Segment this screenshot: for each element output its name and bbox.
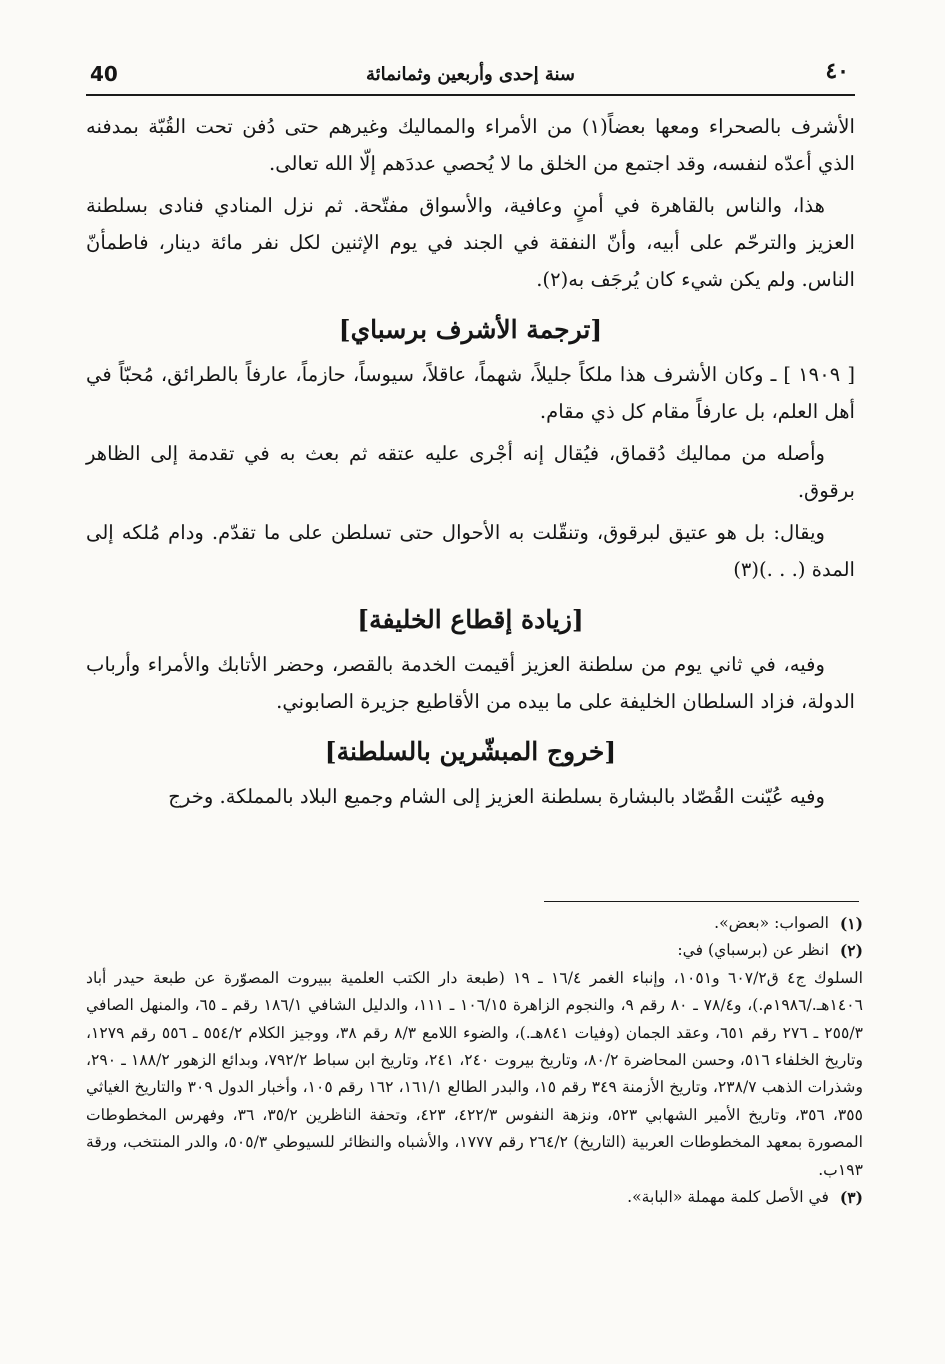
- running-title: سنة إحدى وأربعين وثمانمائة: [366, 64, 575, 85]
- footnote-number: (١): [839, 914, 863, 933]
- paragraph-reign: ويقال: بل هو عتيق لبرقوق، وتنقّلت به الأحوال حتى تسلطن على ما تقدّم. ودام مُلكه إلى المدة (. . .)(٣): [86, 521, 855, 581]
- section-heading-biography: [ترجمة الأشرف برسباي]: [338, 315, 603, 344]
- paragraph-burial: الأشرف بالصحراء ومعها بعضاً(١) من الأمراء والمماليك وغيرهم حتى دُفن تحت القُبّة بمدفنه الذي أعدّه لنفسه، وقد اجتمع من الخلق ما لا يُحصي عددَهم إلّا الله تعالى.: [86, 115, 855, 175]
- section-heading-caliph-iqta: [زيادة إقطاع الخليفة]: [357, 605, 584, 634]
- footnote-text: في الأصل كلمة مهملة «البابة».: [627, 1188, 829, 1207]
- paragraph-messengers: وفيه عُيّنت القُصّاد بالبشارة بسلطنة العزيز إلى الشام وجميع البلاد بالمملكة. وخرج: [168, 785, 825, 808]
- paragraph-caliph-grant: وفيه، في ثاني يوم من سلطنة العزيز أقيمت الخدمة بالقصر، وحضر الأتابك والأمراء وأرباب الدولة، فزاد السلطان الخليفة على ما بيده من الأقاطيع جزيرة الصابوني.: [86, 653, 855, 713]
- footnote-2: [86, 937, 863, 964]
- section-heading-messengers: [خروج المبشّرين بالسلطنة]: [324, 737, 617, 766]
- footnote-number: (٢): [839, 941, 863, 961]
- paragraph-origin: وأصله من مماليك دُقماق، فيُقال إنه أجْرى عليه عتقه ثم بعث به في تقدمة إلى الظاهر برقوق.: [86, 442, 855, 502]
- paragraph-entry-1909: [ ١٩٠٩ ] ـ وكان الأشرف هذا ملكاً جليلاً، شهماً، عاقلاً، سيوساً، حازماً، عارفاً بالطرائق، مُحبّاً في أهل العلم، بل عارفاً مقام كل ذي مقام.: [86, 363, 856, 423]
- running-header: [86, 56, 855, 96]
- footnote-3: [86, 1184, 863, 1211]
- main-text: [86, 108, 855, 815]
- footnote-text: انظر عن (برسباي) في:: [677, 941, 829, 960]
- footnote-1: [86, 910, 863, 937]
- footnote-2-sources: [86, 965, 863, 1184]
- footnote-number: (٣): [839, 1188, 863, 1208]
- footnote-separator: [544, 901, 859, 902]
- footnotes: [86, 910, 863, 1211]
- page-number-arabic: ٤٠: [825, 58, 849, 84]
- paragraph-proclamation: هذا، والناس بالقاهرة في أمنٍ وعافية، والأسواق مفتّحة. ثم نزل المنادي فنادى بسلطنة العزيز والترحّم على أبيه، وأنّ النفقة في الجند في يوم الإثنين لكل نفر مائة دينار، فاطمأنّ الناس. ولم يكن شيء كان يُرجَف به(٢).: [86, 194, 855, 291]
- page-number-latin: 40: [90, 62, 118, 86]
- footnote-sources-text: السلوك ج٤ ق٦٠٧/٢ و١٠٥١، وإنباء الغمر ١٦/٤ ـ ١٩ (طبعة دار الكتب العلمية ببيروت المصوّرة عن طبعة حيدر أباد ١٤٠٦هـ./١٩٨٦م.)، و٧٨/٤ ـ ٨٠ رقم ٩، والنجوم الزاهرة ١٠٦/١٥ ـ ١١١، والدليل الشافي ١٨٦/١ رقم ـ ٦٥، والمنهل الصافي ٢٥٥/٣ ـ ٢٧٦ رقم ٦٥١، وعقد الجمان (وفيات ٨٤١هـ.)، والضوء اللامع ٨/٣ رقم ٣٨، ووجيز الكلام ٥٥٤/٢ ـ ٥٥٦ رقم ١٢٧٩، وتاريخ الخلفاء ٥١٦، وحسن المحاضرة ٨٠/٢، وتاريخ بيروت ٢٤٠، ٢٤١، وتاريخ ابن سباط ٧٩٢/٢، وبدائع الزهور ١٨٨/٢ ـ ٢٩٠، وشذرات الذهب ٢٣٨/٧، وتاريخ الأزمنة ٣٤٩ رقم ١٥، والبدر الطالع ١٦١/١، ١٦٢ رقم ١٠٥، وأخبار الدول ٣٠٩ والتاريخ الغياثي ٣٥٥، ٣٥٦، وتاريخ الأمير الشهابي ٥٢٣، ونزهة النفوس ٤٢٢/٣، ٤٢٣، وتحفة الناظرين ٣٥/٢، ٣٦، وفهرس المخطوطات المصورة بمعهد المخطوطات العربية (التاريخ) ٢٦٤/٢ رقم ١٧٧٧، والأشباه والنظائر للسيوطي ٥٠٥/٣، والدر المنتخب، ورقة ١٩٣ب.: [86, 968, 864, 1179]
- footnote-text: الصواب: «بعض».: [714, 914, 829, 932]
